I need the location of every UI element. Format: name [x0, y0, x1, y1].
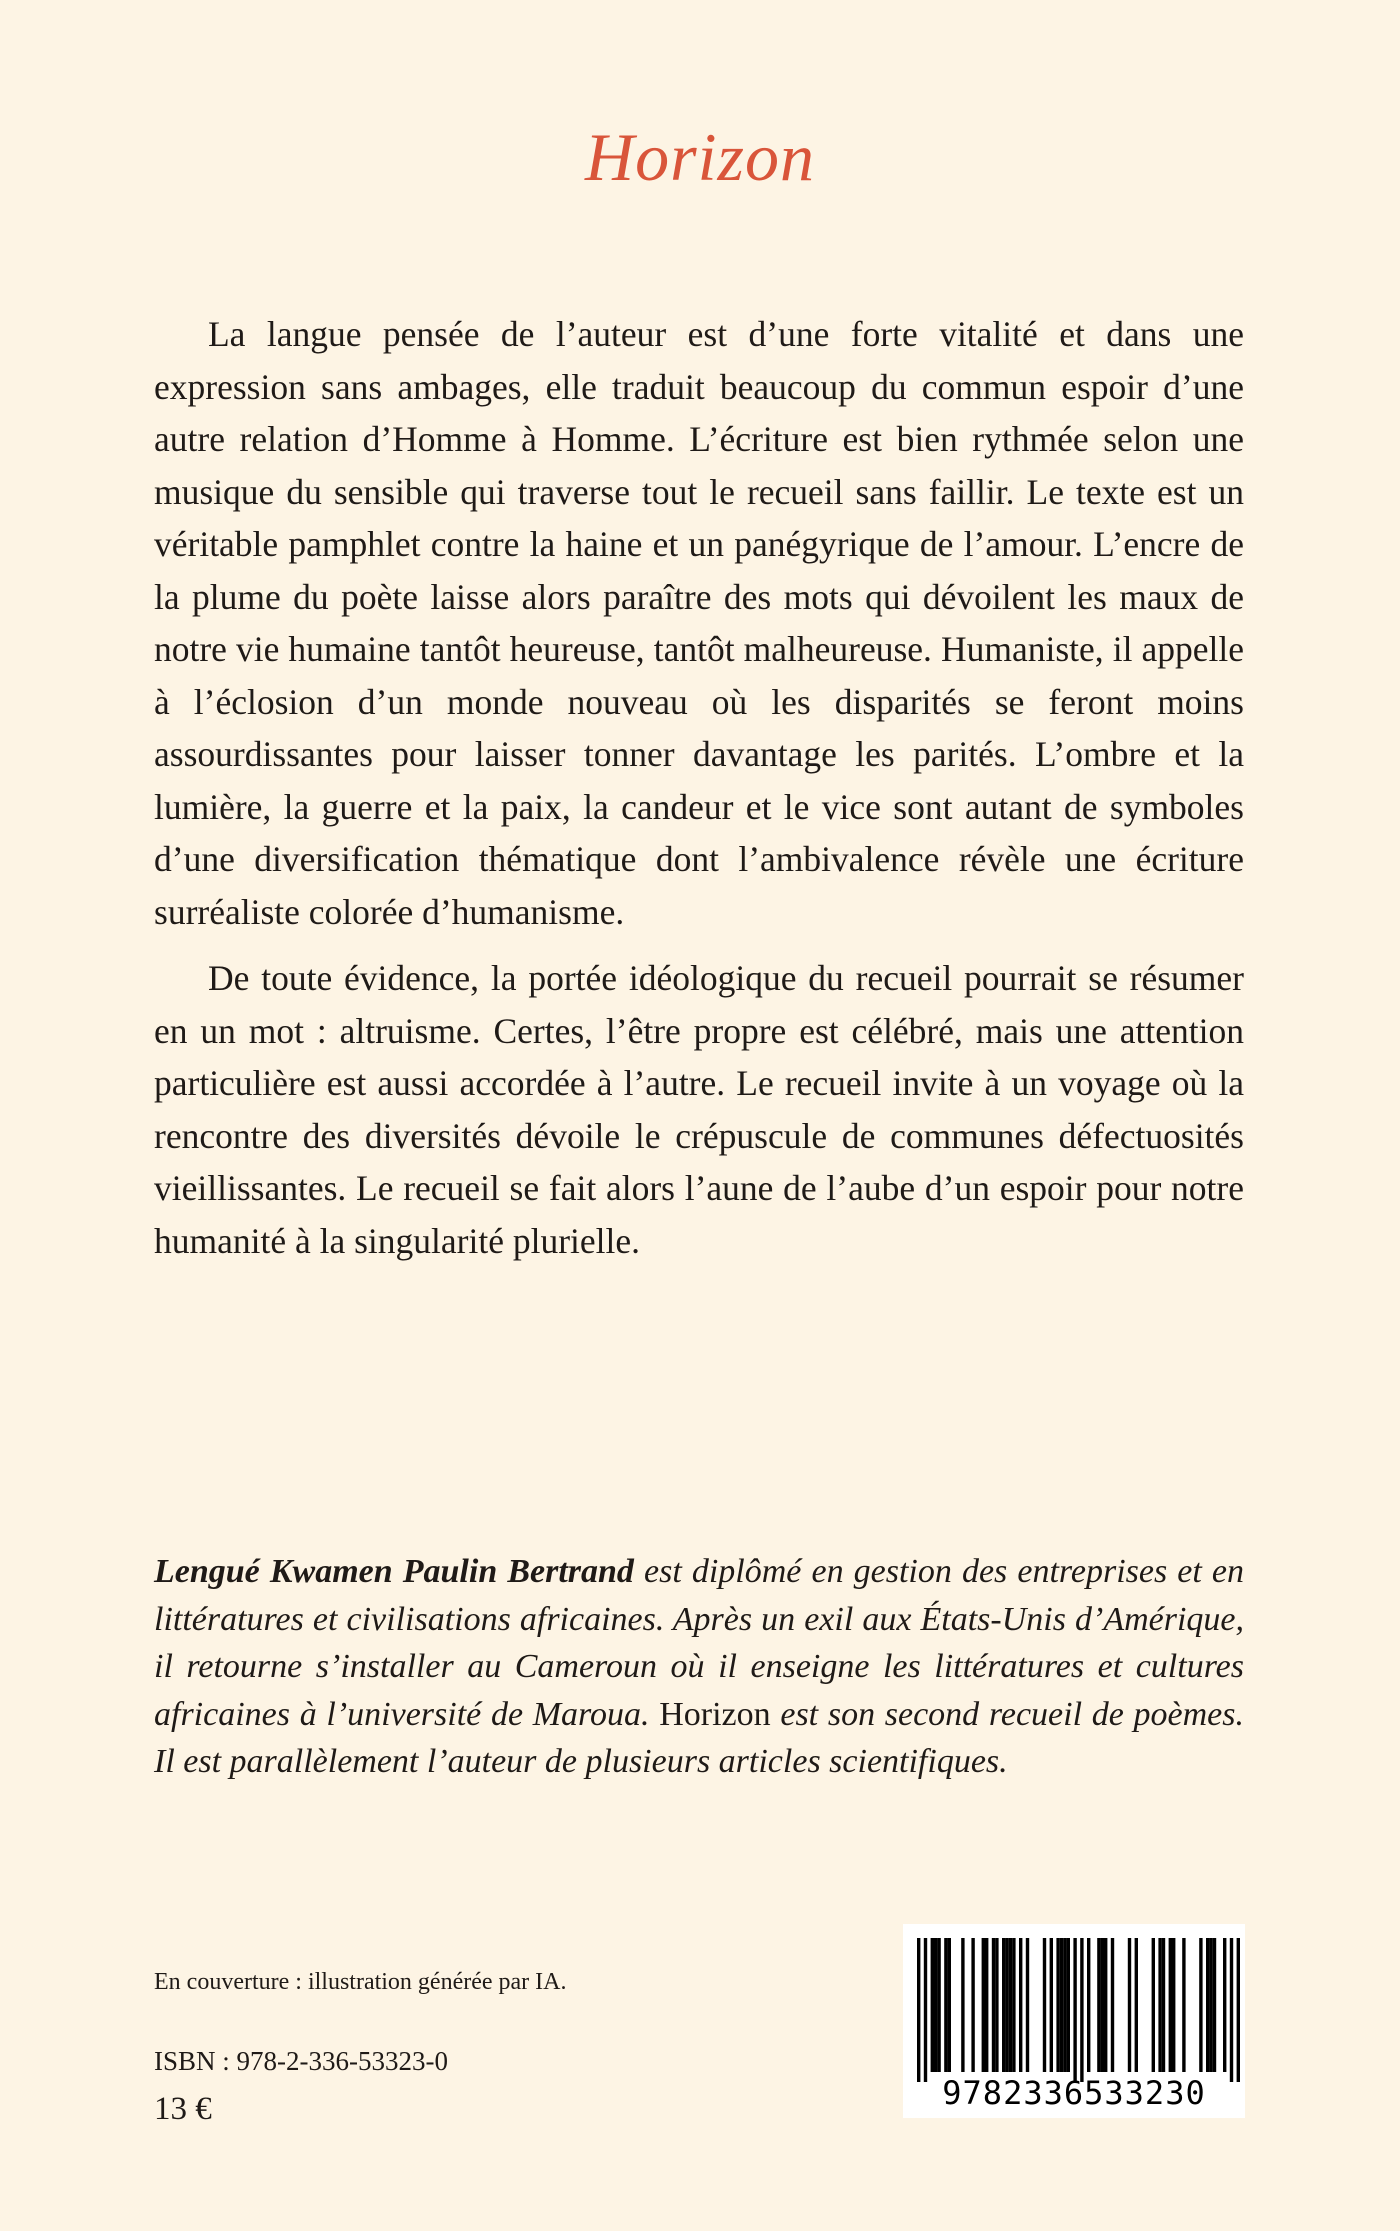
barcode-bar — [992, 1938, 995, 2072]
barcode-bar — [1152, 1938, 1155, 2072]
barcode-bar — [995, 1938, 998, 2072]
barcode-bar — [917, 1938, 920, 2082]
back-cover-blurb — [154, 308, 1244, 1267]
barcode-bar — [1002, 1938, 1005, 2072]
barcode-bar — [1056, 1938, 1059, 2072]
barcode-bar — [971, 1938, 974, 2072]
barcode-bar — [1128, 1938, 1131, 2072]
barcode-bar — [1209, 1938, 1212, 2072]
barcode-bar — [1158, 1938, 1161, 2072]
blurb-paragraph-1: La langue pensée de l’auteur est d’une forte vitalité et dans une expression sans ambages, elle traduit beaucoup du commun espoir d’une autre relation d’Homme à Homme. L’écriture est bien rythmée selon une musique du sensible qui traverse tout le recueil sans faillir. Le texte est un véritable pamphlet contre la haine et un panégyrique de l’amour. L’encre de la plume du poète laisse alors paraître des mots qui dévoilent les maux de notre vie humaine tantôt heureuse, tantôt malheureuse. Humaniste, il appelle à l’éclosion d’un monde nouveau où les disparités se feront moins assourdissantes pour laisser tonner davantage les parités. L’ombre et la lumière, la guerre et la paix, la candeur et le vice sont autant de symboles d’une diversification thématique dont l’ambivalence révèle une écriture surréaliste colorée d’humanisme. — [154, 314, 1244, 932]
price: 13 € — [154, 2091, 212, 2127]
barcode-bar — [1104, 1938, 1107, 2072]
barcode-bar — [1135, 1938, 1138, 2072]
barcode-bar — [1206, 1938, 1209, 2072]
barcode-bar — [934, 1938, 937, 2072]
barcode-bar — [924, 1938, 927, 2082]
barcode-bar — [937, 1938, 940, 2072]
author-name: Lengué Kwamen Paulin Bertrand — [154, 1553, 634, 1590]
barcode-bar — [1005, 1938, 1008, 2072]
barcode-bar — [1169, 1938, 1172, 2072]
author-bio-text-1: est diplômé en gestion des entreprises et en littératures et civilisations africaines. Après un exil aux États-Unis d’Amérique, il retourne s’installer au Cameroun où il enseigne les littératures et cultures africaines à l’université de Maroua. — [154, 1553, 1245, 1733]
barcode-bar — [1012, 1938, 1015, 2072]
cover-credit: En couverture : illustration générée par IA. — [154, 1969, 567, 1995]
barcode — [903, 1924, 1245, 2118]
barcode-bar — [982, 1938, 985, 2072]
barcode-bar — [931, 1938, 934, 2072]
author-bio-text-2: est son second recueil de poèmes. Il est parallèlement l’auteur de plusieurs articles scientifiques. — [154, 1695, 1244, 1780]
book-title: Horizon — [585, 119, 815, 195]
barcode-bar — [1063, 1938, 1066, 2072]
barcode-bar — [961, 1938, 964, 2072]
barcode-bar — [1060, 1938, 1063, 2072]
barcode-bar — [1111, 1938, 1114, 2072]
barcode-bar — [1026, 1938, 1029, 2072]
barcode-bar — [1237, 1938, 1240, 2082]
barcode-bar — [1050, 1938, 1053, 2072]
barcode-bar — [1073, 1938, 1076, 2082]
barcode-bar — [1199, 1938, 1202, 2072]
barcode-bar — [1230, 1938, 1233, 2082]
barcode-bar — [1172, 1938, 1175, 2072]
barcode-bar — [1043, 1938, 1046, 2072]
barcode-bar — [948, 1938, 951, 2072]
author-bio — [154, 1548, 1244, 1786]
barcode-bar — [1213, 1938, 1216, 2072]
barcode-bar — [1097, 1938, 1100, 2072]
barcode-bar — [1067, 1938, 1070, 2072]
barcode-bar — [1087, 1938, 1090, 2072]
barcode-bar — [1101, 1938, 1104, 2072]
blurb-paragraph-2: De toute évidence, la portée idéologique du recueil pourrait se résumer en un mot : altruisme. Certes, l’être propre est célébré, mais une attention particulière est aussi accordée à l’autre. Le recueil invite à un voyage où la rencontre des diversités dévoile le crépuscule de communes défectuosités vieillissantes. Le recueil se fait alors l’aune de l’aube d’un espoir pour notre humanité à la singularité plurielle. — [154, 958, 1244, 1261]
barcode-bar — [1223, 1938, 1226, 2072]
barcode-bar — [1182, 1938, 1185, 2072]
bio-book-title: Horizon — [659, 1695, 771, 1733]
barcode-digits: 9782336533230 — [942, 2074, 1206, 2112]
barcode-bar — [1080, 1938, 1083, 2082]
isbn: ISBN : 978-2-336-53323-0 — [154, 2046, 448, 2076]
barcode-bar — [1162, 1938, 1165, 2072]
barcode-bar — [985, 1938, 988, 2072]
barcode-bar — [1009, 1938, 1012, 2072]
barcode-bar — [1019, 1938, 1022, 2072]
barcode-bar — [944, 1938, 947, 2072]
